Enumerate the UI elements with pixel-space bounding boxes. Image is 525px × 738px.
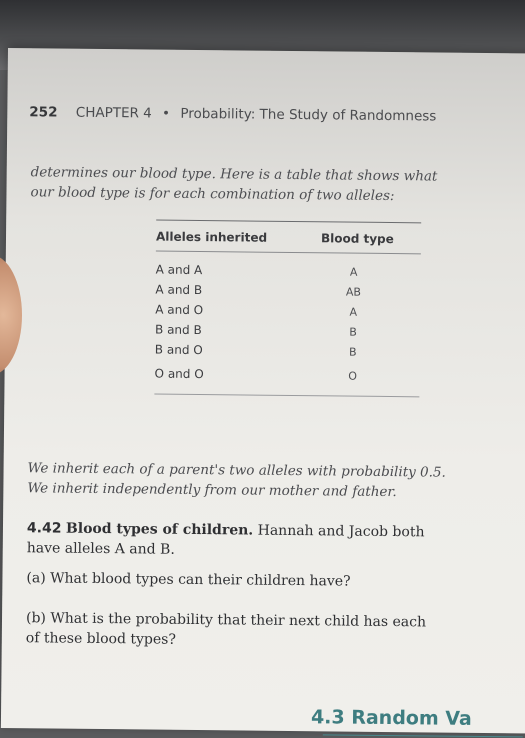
table-row bbox=[155, 280, 420, 303]
running-head bbox=[29, 104, 509, 125]
note-line: We inherit each of a parent's two alleles with probability 0.5. bbox=[27, 460, 446, 481]
exercise-body: Hannah and Jacob both bbox=[257, 522, 425, 541]
table-row bbox=[155, 320, 420, 343]
blood-type-cell: B bbox=[349, 325, 357, 339]
blood-type-cell: A bbox=[349, 265, 358, 279]
header-blood-type: Blood type bbox=[320, 231, 394, 247]
exercise-4-42 bbox=[27, 518, 507, 563]
blood-type-cell: O bbox=[348, 369, 357, 383]
inheritance-note bbox=[27, 458, 507, 503]
intro-line: our blood type is for each combination of two alleles: bbox=[30, 184, 395, 205]
alleles-cell: A and B bbox=[155, 282, 203, 298]
blood-type-cell: B bbox=[348, 345, 357, 359]
next-section-heading: 4.3 Random Va bbox=[310, 706, 472, 730]
chapter-title: Probability: The Study of Randomness bbox=[180, 105, 437, 125]
textbook-page bbox=[1, 48, 525, 734]
bullet-separator: • bbox=[162, 105, 171, 122]
exercise-title: Blood types of children. bbox=[65, 520, 254, 539]
question-part-b-line: of these blood types? bbox=[25, 630, 176, 648]
table-row bbox=[155, 300, 420, 323]
table-bottom-rule bbox=[154, 394, 419, 398]
exercise-body: have alleles A and B. bbox=[26, 540, 175, 558]
page-number: 252 bbox=[29, 104, 58, 121]
alleles-table bbox=[154, 220, 421, 398]
intro-line: determines our blood type. Here is a table that shows what bbox=[30, 164, 438, 185]
question-part-b-line: (b) What is the probability that their next child has each bbox=[25, 610, 427, 631]
alleles-cell: O and O bbox=[154, 366, 204, 382]
intro-paragraph bbox=[30, 162, 490, 207]
table-row bbox=[154, 364, 419, 387]
table-header bbox=[156, 230, 421, 247]
question-part-b bbox=[26, 608, 506, 653]
alleles-cell: B and O bbox=[154, 342, 203, 358]
header-alleles: Alleles inherited bbox=[155, 229, 268, 245]
question-part-a: (a) What blood types can their children have? bbox=[26, 570, 351, 590]
alleles-cell: A and A bbox=[155, 262, 203, 278]
note-line: We inherit independently from our mother and father. bbox=[27, 480, 397, 501]
section-heading-rule bbox=[323, 734, 523, 737]
blood-type-cell: A bbox=[349, 305, 358, 319]
alleles-cell: A and O bbox=[155, 302, 204, 318]
alleles-cell: B and B bbox=[154, 322, 202, 338]
chapter-label: CHAPTER 4 bbox=[75, 104, 152, 122]
exercise-number: 4.42 bbox=[26, 520, 62, 537]
blood-type-cell: AB bbox=[345, 285, 362, 299]
table-row bbox=[155, 340, 420, 363]
table-row bbox=[156, 260, 421, 283]
table-header-rule bbox=[156, 251, 421, 255]
table-top-rule bbox=[156, 220, 421, 224]
